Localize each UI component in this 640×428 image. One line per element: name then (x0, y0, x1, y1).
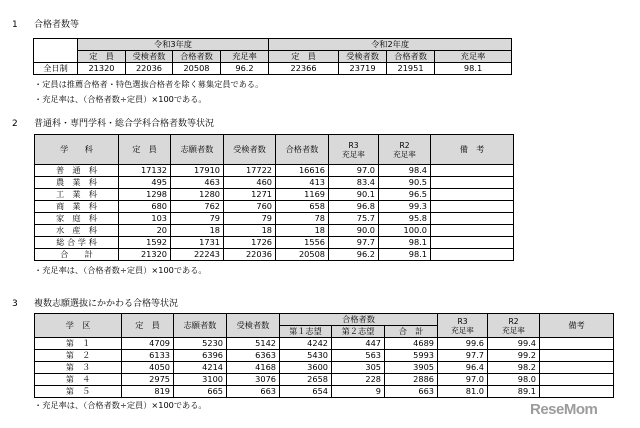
row-label: 第 ２ (35, 350, 122, 362)
table-cell: 90.0 (329, 225, 379, 237)
section1-title (12, 17, 79, 30)
table-cell: 760 (224, 201, 276, 213)
section2-col-remarks: 備 考 (431, 135, 514, 165)
section3-note-rate: ・充足率は、（合格者数÷定員）×100である。 (34, 400, 207, 410)
table-cell: 100.0 (379, 225, 431, 237)
table-cell: 99.2 (488, 350, 540, 362)
table-cell: 17722 (224, 165, 276, 177)
table-cell: 819 (122, 386, 174, 398)
table-row (35, 338, 614, 350)
table-cell: 17910 (171, 165, 224, 177)
table-cell: 21320 (119, 249, 171, 261)
row-label: 第 １ (35, 338, 122, 350)
table-row (35, 374, 614, 386)
table-cell: 90.1 (329, 189, 379, 201)
table-cell: 98.2 (488, 362, 540, 374)
table-cell: 665 (174, 386, 227, 398)
table-cell: 2975 (122, 374, 174, 386)
section1-corner (34, 39, 78, 63)
table-cell: 2886 (385, 374, 438, 386)
table-row (35, 350, 614, 362)
table-cell: 98.0 (488, 374, 540, 386)
table-cell: 4168 (227, 362, 280, 374)
section1-col-passers-r2: 合格者数 (387, 51, 435, 63)
table-cell: 98.1 (379, 249, 431, 261)
table-cell: 2658 (280, 374, 332, 386)
table-cell: 95.8 (379, 213, 431, 225)
table-cell: 4242 (280, 338, 332, 350)
table-cell: 460 (224, 177, 276, 189)
table-row (35, 201, 514, 213)
table-cell: 413 (276, 177, 329, 189)
table-cell (431, 177, 514, 189)
section1-col-rate-r3: 充足率 (221, 51, 269, 63)
row-label: 第 ５ (35, 386, 122, 398)
section2-col-passers: 合格者数 (276, 135, 329, 165)
table-cell: 83.4 (329, 177, 379, 189)
table-cell: 658 (276, 201, 329, 213)
section2-col-capacity: 定 員 (119, 135, 171, 165)
table-cell: 6133 (122, 350, 174, 362)
table-cell: 663 (227, 386, 280, 398)
section2-col-applicants: 志願者数 (171, 135, 224, 165)
row-label: 普 通 科 (35, 165, 119, 177)
table-cell: 90.5 (379, 177, 431, 189)
section3-col-first-choice: 第１志望 (280, 326, 332, 338)
table-cell: 79 (224, 213, 276, 225)
table-cell: 98.4 (379, 165, 431, 177)
rate-label: 充足率 (393, 149, 416, 159)
table-cell: 22036 (126, 63, 173, 75)
table-cell: 4709 (122, 338, 174, 350)
table-cell: 96.4 (438, 362, 488, 374)
table-cell (431, 165, 514, 177)
table-cell: 79 (171, 213, 224, 225)
table-cell: 21320 (78, 63, 126, 75)
section3-title (12, 296, 178, 309)
table-cell: 3905 (385, 362, 438, 374)
row-label: 農 業 科 (35, 177, 119, 189)
table-cell: 18 (276, 225, 329, 237)
table-cell: 103 (119, 213, 171, 225)
table-cell: 89.1 (488, 386, 540, 398)
table-cell: 96.2 (329, 249, 379, 261)
table-cell: 4214 (174, 362, 227, 374)
table-cell (431, 237, 514, 249)
table-row (35, 237, 514, 249)
section3-col-district: 学 区 (35, 314, 122, 338)
table-cell: 75.7 (329, 213, 379, 225)
row-label: 全日制 (34, 63, 78, 75)
section1-title-text: 合格者数等 (34, 20, 80, 30)
table-cell: 563 (332, 350, 385, 362)
section1-header-r2: 令和2年度 (269, 39, 512, 51)
table-cell: 17132 (119, 165, 171, 177)
table-cell (540, 338, 614, 350)
table-cell (540, 374, 614, 386)
row-label: 総 合 学 科 (35, 237, 119, 249)
table-row (35, 177, 514, 189)
table-cell (540, 362, 614, 374)
table-cell: 1169 (276, 189, 329, 201)
table-row (35, 249, 514, 261)
section3-col-capacity: 定 員 (122, 314, 174, 338)
table-cell: 21951 (387, 63, 435, 75)
table-cell (431, 249, 514, 261)
resemom-watermark: ReseMom (530, 401, 598, 418)
table-cell: 4050 (122, 362, 174, 374)
table-cell: 97.0 (438, 374, 488, 386)
table-cell (540, 350, 614, 362)
section3-col-r2-rate (488, 314, 540, 338)
section2-number: 2 (12, 119, 18, 129)
table-cell: 3600 (280, 362, 332, 374)
table-cell: 762 (171, 201, 224, 213)
table-cell: 99.6 (438, 338, 488, 350)
section3-col-second-choice: 第２志望 (332, 326, 385, 338)
table-cell: 22366 (269, 63, 339, 75)
table-cell: 1726 (224, 237, 276, 249)
table-cell: 1280 (171, 189, 224, 201)
r2-label: R2 (508, 316, 519, 326)
table-cell: 5430 (280, 350, 332, 362)
table-cell: 305 (332, 362, 385, 374)
table-cell: 1271 (224, 189, 276, 201)
table-cell: 22243 (171, 249, 224, 261)
row-label: 商 業 科 (35, 201, 119, 213)
table-cell: 96.8 (329, 201, 379, 213)
table-cell: 5230 (174, 338, 227, 350)
section1-col-capacity-r3: 定 員 (78, 51, 126, 63)
section3-col-passers-group: 合格者数 (280, 314, 438, 326)
section1-col-rate-r2: 充足率 (435, 51, 512, 63)
table-cell: 654 (280, 386, 332, 398)
table-cell: 18 (224, 225, 276, 237)
table-row (34, 63, 512, 75)
r2-label: R2 (399, 140, 410, 150)
table-row (35, 189, 514, 201)
table-cell (431, 213, 514, 225)
rate-label: 充足率 (502, 325, 525, 335)
section1-number: 1 (12, 20, 18, 30)
section2-table (34, 134, 514, 261)
table-cell: 22036 (224, 249, 276, 261)
table-cell: 97.7 (438, 350, 488, 362)
table-cell: 18 (171, 225, 224, 237)
table-cell (431, 225, 514, 237)
section1-col-examinees-r2: 受検者数 (339, 51, 387, 63)
section1-table (33, 38, 512, 75)
rate-label: 充足率 (451, 325, 474, 335)
section3-col-applicants: 志願者数 (174, 314, 227, 338)
table-cell: 3076 (227, 374, 280, 386)
table-cell: 23719 (339, 63, 387, 75)
table-cell: 463 (171, 177, 224, 189)
table-cell: 98.1 (379, 237, 431, 249)
table-cell: 228 (332, 374, 385, 386)
table-cell: 1731 (171, 237, 224, 249)
table-cell: 99.4 (488, 338, 540, 350)
table-cell: 5993 (385, 350, 438, 362)
table-cell: 97.0 (329, 165, 379, 177)
table-cell: 4689 (385, 338, 438, 350)
row-label: 第 ４ (35, 374, 122, 386)
row-label: 第 ３ (35, 362, 122, 374)
table-cell: 663 (385, 386, 438, 398)
table-cell: 1298 (119, 189, 171, 201)
table-row (35, 362, 614, 374)
table-cell: 447 (332, 338, 385, 350)
table-cell: 9 (332, 386, 385, 398)
section1-note-capacity: ・定員は推薦合格者・特色選抜合格者を除く募集定員である。 (34, 79, 264, 89)
table-cell (431, 189, 514, 201)
section1-col-examinees-r3: 受検者数 (126, 51, 173, 63)
table-cell (431, 201, 514, 213)
row-label: 家 庭 科 (35, 213, 119, 225)
section2-col-r2-rate (379, 135, 431, 165)
table-row (35, 225, 514, 237)
section3-col-examinees: 受検者数 (227, 314, 280, 338)
rate-label: 充足率 (342, 149, 365, 159)
table-cell: 6396 (174, 350, 227, 362)
table-row (35, 165, 514, 177)
section2-col-category: 学 科 (35, 135, 119, 165)
table-cell: 98.1 (435, 63, 512, 75)
section3-col-total: 合 計 (385, 326, 438, 338)
section1-note-rate: ・充足率は、（合格者数÷定員）×100である。 (34, 94, 207, 104)
table-cell: 20508 (276, 249, 329, 261)
row-label: 水 産 科 (35, 225, 119, 237)
table-cell: 99.3 (379, 201, 431, 213)
table-cell: 96.5 (379, 189, 431, 201)
table-cell: 16616 (276, 165, 329, 177)
section1-col-capacity-r2: 定 員 (269, 51, 339, 63)
row-label: 合 計 (35, 249, 119, 261)
table-cell: 20 (119, 225, 171, 237)
table-cell: 97.7 (329, 237, 379, 249)
table-cell (540, 386, 614, 398)
section2-note-rate: ・充足率は、（合格者数÷定員）×100である。 (34, 265, 207, 275)
table-cell: 6363 (227, 350, 280, 362)
section3-number: 3 (12, 299, 18, 309)
section1-header-r3: 令和3年度 (78, 39, 269, 51)
row-label: 工 業 科 (35, 189, 119, 201)
section2-col-r3-rate (329, 135, 379, 165)
table-cell: 96.2 (221, 63, 269, 75)
section2-col-examinees: 受検者数 (224, 135, 276, 165)
table-cell: 3100 (174, 374, 227, 386)
table-cell: 1556 (276, 237, 329, 249)
table-cell: 1592 (119, 237, 171, 249)
table-row (35, 213, 514, 225)
table-cell: 680 (119, 201, 171, 213)
table-cell: 20508 (173, 63, 221, 75)
section3-col-remarks: 備考 (540, 314, 614, 338)
section1-col-passers-r3: 合格者数 (173, 51, 221, 63)
section3-title-text: 複数志願選抜にかかわる合格等状況 (34, 299, 179, 309)
table-cell: 78 (276, 213, 329, 225)
table-cell: 495 (119, 177, 171, 189)
section2-title-text: 普通科・専門学科・総合学科合格者数等状況 (34, 119, 215, 129)
table-row (35, 386, 614, 398)
section2-title (12, 116, 214, 129)
table-cell: 81.0 (438, 386, 488, 398)
section3-col-r3-rate (438, 314, 488, 338)
section3-table (34, 313, 614, 398)
r3-label: R3 (457, 316, 468, 326)
table-cell: 5142 (227, 338, 280, 350)
r3-label: R3 (348, 140, 359, 150)
